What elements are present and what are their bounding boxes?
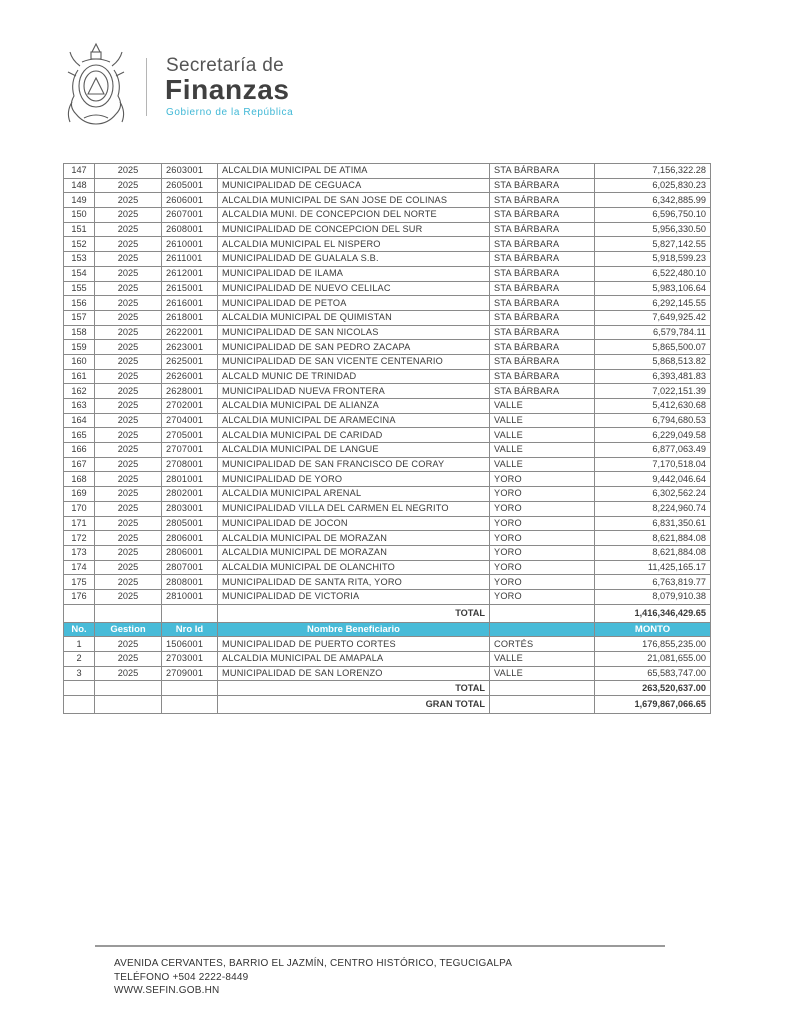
cell-gestion: 2025	[95, 487, 162, 502]
cell-depto: YORO	[490, 501, 595, 516]
table-row	[64, 545, 711, 560]
cell-nombre: MUNICIPALIDAD DE YORO	[218, 472, 490, 487]
table-row	[64, 296, 711, 311]
cell-no: 161	[64, 369, 95, 384]
cell-no: 166	[64, 443, 95, 458]
cell-nro-id: 2612001	[162, 266, 218, 281]
cell-depto: YORO	[490, 560, 595, 575]
brand-subtitle: Secretaría de	[166, 55, 284, 76]
cell-monto: 8,224,960.74	[595, 501, 711, 516]
cell-depto: STA BÁRBARA	[490, 281, 595, 296]
cell-nro-id: 2625001	[162, 354, 218, 369]
cell-gestion: 2025	[95, 237, 162, 252]
cell-nombre: ALCALDIA MUNICIPAL DE SAN JOSE DE COLINAS	[218, 193, 490, 208]
cell-gestion: 2025	[95, 384, 162, 399]
table-row	[64, 354, 711, 369]
table-row	[64, 281, 711, 296]
cell-no: 2	[64, 652, 95, 667]
cell-gestion: 2025	[95, 516, 162, 531]
cell-monto: 8,621,884.08	[595, 545, 711, 560]
table-row	[64, 516, 711, 531]
cell-gestion: 2025	[95, 428, 162, 443]
cell-nro-id: 2611001	[162, 252, 218, 267]
cell-nombre: MUNICIPALIDAD DE CEGUACA	[218, 178, 490, 193]
cell-no: 151	[64, 222, 95, 237]
footer-address: AVENIDA CERVANTES, BARRIO EL JAZMÍN, CENTRO HISTÓRICO, TEGUCIGALPA	[114, 958, 513, 969]
table-row	[64, 652, 711, 667]
table-row	[64, 637, 711, 652]
cell-nombre: ALCALDIA MUNI. DE CONCEPCION DEL NORTE	[218, 208, 490, 223]
cell-nro-id: 2805001	[162, 516, 218, 531]
cell-monto: 176,855,235.00	[595, 637, 711, 652]
page-footer	[114, 957, 512, 998]
header-no: No.	[64, 622, 95, 637]
cell-nro-id: 2705001	[162, 428, 218, 443]
table-row	[64, 237, 711, 252]
cell-monto: 7,022,151.39	[595, 384, 711, 399]
cell-monto: 6,596,750.10	[595, 208, 711, 223]
cell-depto: CORTÉS	[490, 637, 595, 652]
cell-monto: 6,393,481.83	[595, 369, 711, 384]
cell-gestion: 2025	[95, 560, 162, 575]
header-monto: MONTO	[595, 622, 711, 637]
cell-gestion: 2025	[95, 637, 162, 652]
cell-gestion: 2025	[95, 589, 162, 604]
cell-no: 162	[64, 384, 95, 399]
cell-monto: 6,522,480.10	[595, 266, 711, 281]
brand-title: Finanzas	[165, 74, 290, 105]
cell-depto: STA BÁRBARA	[490, 325, 595, 340]
table-row	[64, 164, 711, 179]
cell-nro-id: 2628001	[162, 384, 218, 399]
footer-phone: TELÉFONO +504 2222-8449	[114, 971, 249, 983]
table-row	[64, 384, 711, 399]
cell-monto: 9,442,046.64	[595, 472, 711, 487]
cell-nro-id: 2703001	[162, 652, 218, 667]
table-row	[64, 531, 711, 546]
cell-no: 173	[64, 545, 95, 560]
cell-gestion: 2025	[95, 652, 162, 667]
cell-depto: STA BÁRBARA	[490, 178, 595, 193]
cell-no: 169	[64, 487, 95, 502]
cell-monto: 6,025,830.23	[595, 178, 711, 193]
cell-no: 170	[64, 501, 95, 516]
cell-nro-id: 2807001	[162, 560, 218, 575]
cell-monto: 5,918,599.23	[595, 252, 711, 267]
table-row	[64, 666, 711, 681]
cell-no: 156	[64, 296, 95, 311]
table-row	[64, 589, 711, 604]
cell-monto: 5,412,630.68	[595, 399, 711, 414]
cell-depto: STA BÁRBARA	[490, 164, 595, 179]
cell-gestion: 2025	[95, 325, 162, 340]
table-row	[64, 428, 711, 443]
cell-gestion: 2025	[95, 443, 162, 458]
cell-depto: VALLE	[490, 399, 595, 414]
cell-depto: STA BÁRBARA	[490, 222, 595, 237]
table-body	[64, 164, 711, 605]
cell-depto: VALLE	[490, 428, 595, 443]
cell-gestion: 2025	[95, 164, 162, 179]
table-row	[64, 340, 711, 355]
subtotal-value: 263,520,637.00	[595, 681, 711, 696]
cell-nombre: ALCALDIA MUNICIPAL EL NISPERO	[218, 237, 490, 252]
cell-nombre: MUNICIPALIDAD DE GUALALA S.B.	[218, 252, 490, 267]
cell-no: 163	[64, 399, 95, 414]
cell-depto: YORO	[490, 545, 595, 560]
cell-nombre: MUNICIPALIDAD DE VICTORIA	[218, 589, 490, 604]
total-label: TOTAL	[218, 604, 490, 622]
cell-nombre: MUNICIPALIDAD DE NUEVO CELILAC	[218, 281, 490, 296]
cell-nro-id: 2606001	[162, 193, 218, 208]
cell-no: 159	[64, 340, 95, 355]
cell-gestion: 2025	[95, 472, 162, 487]
footer-website: WWW.SEFIN.GOB.HN	[114, 985, 220, 996]
cell-nombre: MUNICIPALIDAD DE SAN VICENTE CENTENARIO	[218, 354, 490, 369]
cell-no: 155	[64, 281, 95, 296]
cell-nro-id: 2802001	[162, 487, 218, 502]
subtotal-row	[64, 681, 711, 696]
cell-nro-id: 2610001	[162, 237, 218, 252]
cell-nombre: ALCALDIA MUNICIPAL DE ALIANZA	[218, 399, 490, 414]
cell-depto: VALLE	[490, 652, 595, 667]
cell-depto: VALLE	[490, 457, 595, 472]
cell-monto: 8,621,884.08	[595, 531, 711, 546]
cell-monto: 7,649,925.42	[595, 310, 711, 325]
cell-depto: STA BÁRBARA	[490, 384, 595, 399]
cell-depto: STA BÁRBARA	[490, 237, 595, 252]
cell-nombre: MUNICIPALIDAD DE ILAMA	[218, 266, 490, 281]
brand-tagline: Gobierno de la República	[166, 107, 294, 118]
coat-of-arms-icon	[62, 42, 130, 128]
cell-gestion: 2025	[95, 340, 162, 355]
cell-monto: 5,868,513.82	[595, 354, 711, 369]
cell-nombre: ALCALDIA MUNICIPAL DE OLANCHITO	[218, 560, 490, 575]
cell-gestion: 2025	[95, 178, 162, 193]
table-row	[64, 560, 711, 575]
cell-no: 3	[64, 666, 95, 681]
cell-gestion: 2025	[95, 296, 162, 311]
total-row	[64, 604, 711, 622]
cell-monto: 6,763,819.77	[595, 575, 711, 590]
cell-monto: 7,156,322.28	[595, 164, 711, 179]
cell-no: 168	[64, 472, 95, 487]
cell-gestion: 2025	[95, 575, 162, 590]
cell-depto: STA BÁRBARA	[490, 208, 595, 223]
cell-depto: STA BÁRBARA	[490, 340, 595, 355]
cell-nombre: ALCALDIA MUNICIPAL DE MORAZAN	[218, 545, 490, 560]
cell-gestion: 2025	[95, 666, 162, 681]
cell-depto: STA BÁRBARA	[490, 369, 595, 384]
cell-depto: YORO	[490, 589, 595, 604]
cell-nombre: ALCALDIA MUNICIPAL DE AMAPALA	[218, 652, 490, 667]
cell-nro-id: 2615001	[162, 281, 218, 296]
cell-monto: 7,170,518.04	[595, 457, 711, 472]
brand-divider	[146, 58, 147, 116]
cell-nro-id: 2622001	[162, 325, 218, 340]
cell-nombre: ALCALD MUNIC DE TRINIDAD	[218, 369, 490, 384]
header-depto	[490, 622, 595, 637]
cell-nombre: MUNICIPALIDAD DE PETOA	[218, 296, 490, 311]
cell-nro-id: 2605001	[162, 178, 218, 193]
cell-no: 157	[64, 310, 95, 325]
cell-depto: YORO	[490, 516, 595, 531]
table-row	[64, 369, 711, 384]
cell-gestion: 2025	[95, 193, 162, 208]
cell-nro-id: 2806001	[162, 531, 218, 546]
cell-gestion: 2025	[95, 310, 162, 325]
cell-nro-id: 2810001	[162, 589, 218, 604]
table-row	[64, 208, 711, 223]
table-row	[64, 193, 711, 208]
table-row	[64, 457, 711, 472]
cell-nombre: MUNICIPALIDAD DE SAN NICOLAS	[218, 325, 490, 340]
cell-monto: 21,081,655.00	[595, 652, 711, 667]
cell-nro-id: 2707001	[162, 443, 218, 458]
cell-no: 176	[64, 589, 95, 604]
cell-no: 154	[64, 266, 95, 281]
cell-depto: STA BÁRBARA	[490, 193, 595, 208]
cell-monto: 8,079,910.38	[595, 589, 711, 604]
table-row	[64, 443, 711, 458]
grand-total-row	[64, 696, 711, 714]
subtotal-label: TOTAL	[218, 681, 490, 696]
cell-depto: YORO	[490, 487, 595, 502]
grand-total-value: 1,679,867,066.65	[595, 696, 711, 714]
cell-monto: 65,583,747.00	[595, 666, 711, 681]
cell-gestion: 2025	[95, 545, 162, 560]
cell-nombre: MUNICIPALIDAD DE SAN LORENZO	[218, 666, 490, 681]
cell-no: 160	[64, 354, 95, 369]
cell-no: 148	[64, 178, 95, 193]
page-header	[62, 42, 362, 132]
table-row	[64, 413, 711, 428]
cell-no: 153	[64, 252, 95, 267]
cell-gestion: 2025	[95, 457, 162, 472]
cell-monto: 5,827,142.55	[595, 237, 711, 252]
footer-divider	[95, 945, 665, 947]
cell-depto: YORO	[490, 472, 595, 487]
cell-nro-id: 2709001	[162, 666, 218, 681]
table-row	[64, 325, 711, 340]
cell-monto: 5,865,500.07	[595, 340, 711, 355]
cell-nombre: ALCALDIA MUNICIPAL DE ARAMECINA	[218, 413, 490, 428]
cell-no: 167	[64, 457, 95, 472]
cell-nombre: ALCALDIA MUNICIPAL DE MORAZAN	[218, 531, 490, 546]
cell-monto: 6,302,562.24	[595, 487, 711, 502]
header-nro-id: Nro Id	[162, 622, 218, 637]
table-body-second	[64, 637, 711, 681]
cell-no: 165	[64, 428, 95, 443]
cell-no: 1	[64, 637, 95, 652]
cell-nro-id: 2808001	[162, 575, 218, 590]
cell-no: 158	[64, 325, 95, 340]
cell-nro-id: 2704001	[162, 413, 218, 428]
cell-nombre: MUNICIPALIDAD DE SANTA RITA, YORO	[218, 575, 490, 590]
cell-depto: STA BÁRBARA	[490, 296, 595, 311]
cell-nro-id: 2608001	[162, 222, 218, 237]
cell-no: 149	[64, 193, 95, 208]
cell-nro-id: 2803001	[162, 501, 218, 516]
cell-nro-id: 2801001	[162, 472, 218, 487]
cell-nombre: MUNICIPALIDAD DE SAN FRANCISCO DE CORAY	[218, 457, 490, 472]
cell-gestion: 2025	[95, 266, 162, 281]
table-row	[64, 266, 711, 281]
cell-nombre: MUNICIPALIDAD VILLA DEL CARMEN EL NEGRITO	[218, 501, 490, 516]
cell-nro-id: 2702001	[162, 399, 218, 414]
header-nombre: Nombre Beneficiario	[218, 622, 490, 637]
cell-no: 164	[64, 413, 95, 428]
table-row	[64, 487, 711, 502]
table-row	[64, 222, 711, 237]
cell-nombre: ALCALDIA MUNICIPAL DE ATIMA	[218, 164, 490, 179]
cell-depto: VALLE	[490, 443, 595, 458]
grand-total-label: GRAN TOTAL	[218, 696, 490, 714]
cell-monto: 5,983,106.64	[595, 281, 711, 296]
cell-nro-id: 2607001	[162, 208, 218, 223]
cell-monto: 6,342,885.99	[595, 193, 711, 208]
table-row	[64, 575, 711, 590]
cell-no: 147	[64, 164, 95, 179]
cell-no: 175	[64, 575, 95, 590]
cell-gestion: 2025	[95, 413, 162, 428]
cell-no: 152	[64, 237, 95, 252]
cell-gestion: 2025	[95, 399, 162, 414]
cell-monto: 6,579,784.11	[595, 325, 711, 340]
cell-nombre: ALCALDIA MUNICIPAL DE QUIMISTAN	[218, 310, 490, 325]
cell-depto: YORO	[490, 531, 595, 546]
cell-nro-id: 2618001	[162, 310, 218, 325]
cell-gestion: 2025	[95, 369, 162, 384]
cell-nro-id: 2603001	[162, 164, 218, 179]
cell-monto: 6,831,350.61	[595, 516, 711, 531]
table-row	[64, 178, 711, 193]
cell-monto: 11,425,165.17	[595, 560, 711, 575]
cell-depto: VALLE	[490, 413, 595, 428]
cell-no: 150	[64, 208, 95, 223]
cell-nro-id: 2616001	[162, 296, 218, 311]
cell-depto: VALLE	[490, 666, 595, 681]
cell-gestion: 2025	[95, 281, 162, 296]
beneficiaries-table	[63, 163, 711, 714]
cell-nombre: ALCALDIA MUNICIPAL DE LANGUE	[218, 443, 490, 458]
cell-gestion: 2025	[95, 501, 162, 516]
cell-nombre: MUNICIPALIDAD DE SAN PEDRO ZACAPA	[218, 340, 490, 355]
cell-gestion: 2025	[95, 354, 162, 369]
cell-monto: 6,292,145.55	[595, 296, 711, 311]
cell-gestion: 2025	[95, 531, 162, 546]
cell-monto: 6,229,049.58	[595, 428, 711, 443]
cell-nro-id: 2626001	[162, 369, 218, 384]
cell-depto: STA BÁRBARA	[490, 354, 595, 369]
table-row	[64, 399, 711, 414]
cell-monto: 5,956,330.50	[595, 222, 711, 237]
cell-gestion: 2025	[95, 208, 162, 223]
cell-nombre: ALCALDIA MUNICIPAL ARENAL	[218, 487, 490, 502]
cell-depto: YORO	[490, 575, 595, 590]
cell-no: 174	[64, 560, 95, 575]
table-row	[64, 310, 711, 325]
cell-nro-id: 2806001	[162, 545, 218, 560]
cell-depto: STA BÁRBARA	[490, 252, 595, 267]
cell-gestion: 2025	[95, 222, 162, 237]
cell-no: 171	[64, 516, 95, 531]
cell-monto: 6,794,680.53	[595, 413, 711, 428]
cell-nro-id: 2623001	[162, 340, 218, 355]
cell-depto: STA BÁRBARA	[490, 310, 595, 325]
total-value: 1,416,346,429.65	[595, 604, 711, 622]
cell-nombre: MUNICIPALIDAD DE PUERTO CORTES	[218, 637, 490, 652]
cell-gestion: 2025	[95, 252, 162, 267]
header-gestion: Gestion	[95, 622, 162, 637]
cell-nombre: ALCALDIA MUNICIPAL DE CARIDAD	[218, 428, 490, 443]
cell-depto: STA BÁRBARA	[490, 266, 595, 281]
table-header-row	[64, 622, 711, 637]
cell-nombre: MUNICIPALIDAD DE JOCON	[218, 516, 490, 531]
cell-nro-id: 1506001	[162, 637, 218, 652]
cell-no: 172	[64, 531, 95, 546]
cell-monto: 6,877,063.49	[595, 443, 711, 458]
table-row	[64, 472, 711, 487]
table-row	[64, 501, 711, 516]
cell-nro-id: 2708001	[162, 457, 218, 472]
cell-nombre: MUNICIPALIDAD DE CONCEPCION DEL SUR	[218, 222, 490, 237]
table-row	[64, 252, 711, 267]
cell-nombre: MUNICIPALIDAD NUEVA FRONTERA	[218, 384, 490, 399]
